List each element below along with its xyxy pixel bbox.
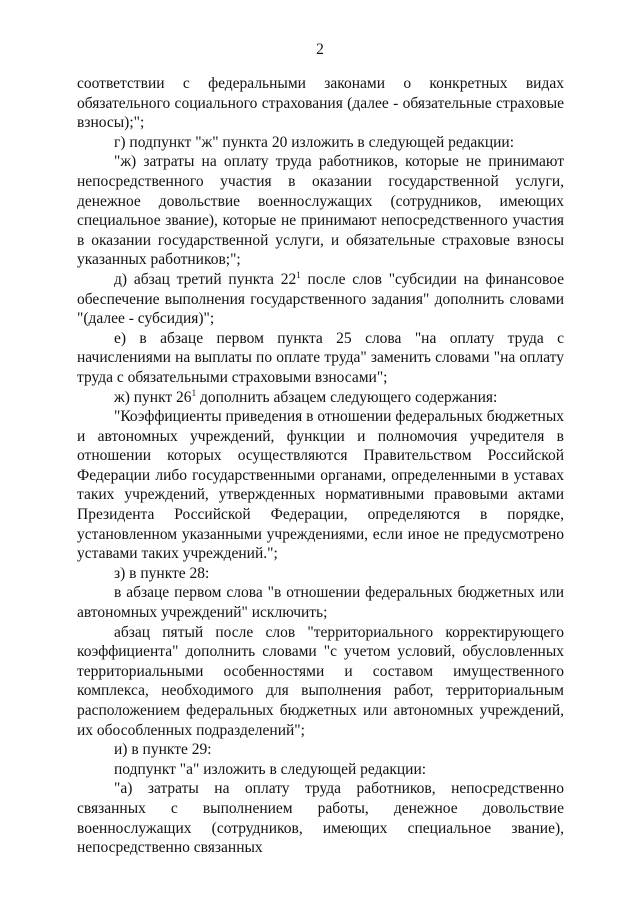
page-number: 2 bbox=[316, 41, 324, 58]
superscript: 1 bbox=[296, 269, 301, 280]
paragraph-coefficients-quote: "Коэффициенты приведения в отношении федеральных бюджетных и автономных учреждений, функции и полномочия учредителя в отношении которых осуществляются Правительством Российской Федерации либо государственными органами, определенными в уставах таких учреждений, утвержденных нормативными правовыми актами Президента Российской Федерации, определяются в порядке, установленном указанными учреждениями, если иное не предусмотрено уставами таких учреждений."; bbox=[77, 408, 564, 563]
paragraph-item-d bbox=[77, 270, 564, 329]
paragraph-item-d-start: д) абзац третий пункта 22 bbox=[114, 270, 297, 288]
paragraph-item-zh-end: дополнить абзацем следующего содержания: bbox=[196, 388, 498, 406]
paragraph-first-abzac: в абзаце первом слова "в отношении федеральных бюджетных или автономных учреждений" исключить; bbox=[77, 584, 564, 622]
paragraph-subitem-a-quote: "а) затраты на оплату труда работников, непосредственно связанных с выполнением работы, денежное довольствие военнослужащих (сотрудников, имеющих специальное звание), непосредственно связанных bbox=[77, 780, 564, 857]
paragraph-item-d-end: после слов "субсидии на финансовое обеспечение выполнения государственного задания" дополнить словами "(далее - субсидия)"; bbox=[77, 270, 565, 328]
paragraph-item-zh-quote: "ж) затраты на оплату труда работников, которые не принимают непосредственного участия в оказании государственной услуги, денежное довольствие военнослужащих (сотрудников, имеющих специальное звание), которые не принимают непосредственного участия в оказании государственной услуги, и обязательные страховые взносы указанных работников;"; bbox=[77, 153, 564, 269]
paragraph-item-zh bbox=[77, 388, 564, 408]
paragraph-subitem-a: подпункт "а" изложить в следующей редакции: bbox=[114, 760, 427, 778]
paragraph-item-e: е) в абзаце первом пункта 25 слова "на оплату труда с начислениями на выплаты по оплате труда" заменить словами "на оплату труда с обязательными страховыми взносами"; bbox=[77, 329, 564, 386]
paragraph-continuation: соответствии с федеральными законами о конкретных видах обязательного социального страхования (далее - обязательные страховые взносы);"; bbox=[77, 75, 564, 132]
document-body bbox=[77, 74, 564, 858]
paragraph-item-g: г) подпункт "ж" пункта 20 изложить в следующей редакции: bbox=[114, 133, 515, 151]
superscript: 1 bbox=[191, 387, 197, 398]
paragraph-item-zh-start: ж) пункт 26 bbox=[114, 388, 192, 406]
paragraph-fifth-abzac: абзац пятый после слов "территориального корректирующего коэффициента" дополнить словами "с учетом условий, обусловленных территориальными особенностями и составом имущественного комплекса, необходимого для выполнения работ, территориальным расположением федеральных бюджетных или автономных учреждений, их обособленных подразделений"; bbox=[77, 623, 564, 739]
paragraph-item-z: з) в пункте 28: bbox=[114, 564, 210, 582]
paragraph-item-i: и) в пункте 29: bbox=[114, 741, 212, 759]
